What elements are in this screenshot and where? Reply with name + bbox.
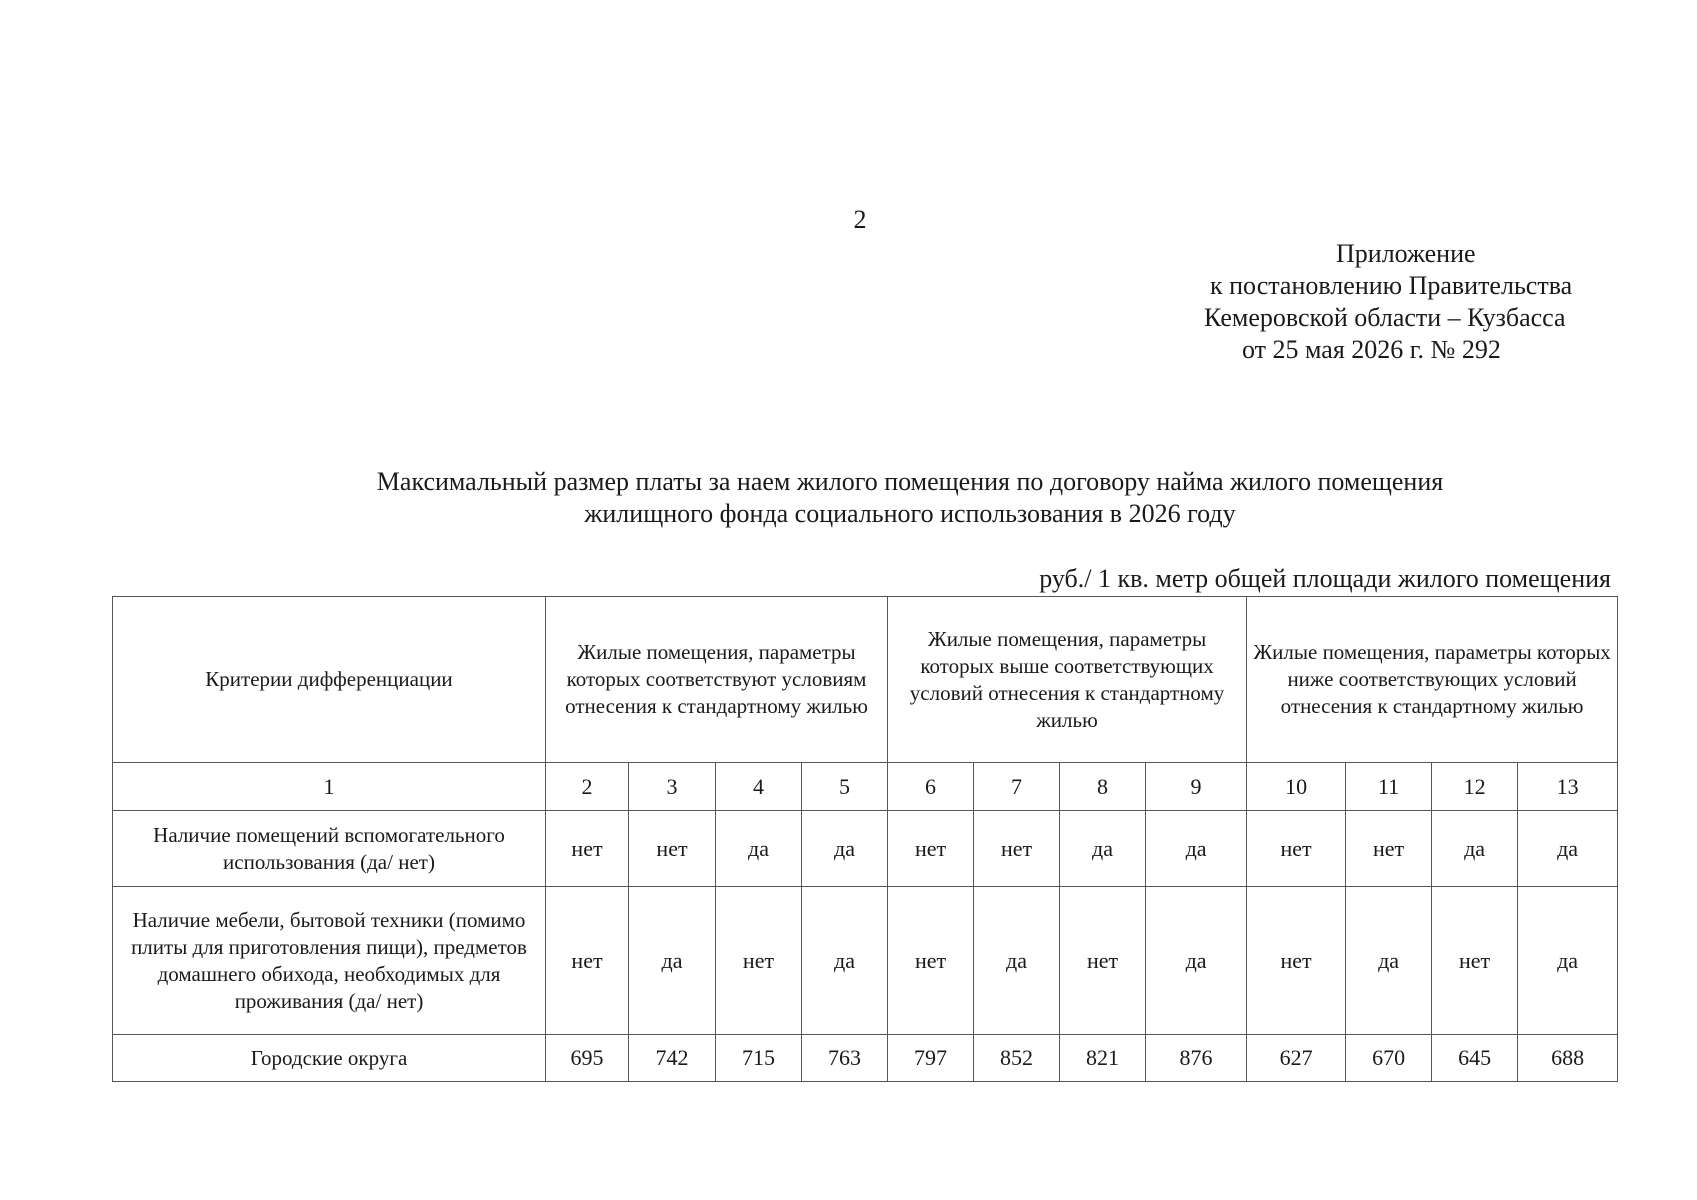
row-label-urban-districts: Городские округа — [113, 1035, 546, 1082]
appendix-line-1: Приложение — [1336, 239, 1476, 268]
unit-note: руб./ 1 кв. метр общей площади жилого помещения — [1039, 564, 1611, 593]
table-cell: 670 — [1346, 1035, 1432, 1082]
column-number: 12 — [1432, 763, 1518, 811]
title-line-2: жилищного фонда социального использования в 2026 году — [584, 499, 1236, 528]
table-cell: 742 — [629, 1035, 716, 1082]
table-cell: нет — [1432, 887, 1518, 1035]
table-cell: да — [1518, 887, 1618, 1035]
column-number: 8 — [1060, 763, 1146, 811]
column-number-row — [113, 763, 1618, 811]
table-cell: нет — [974, 811, 1060, 887]
row-label-furniture: Наличие мебели, бытовой техники (помимо плиты для приготовления пищи), предметов домашнего обихода, необходимых для проживания (да/ нет) — [113, 887, 546, 1035]
table-cell: да — [629, 887, 716, 1035]
table-cell: 688 — [1518, 1035, 1618, 1082]
table-cell: 797 — [888, 1035, 974, 1082]
table-row — [113, 811, 1618, 887]
appendix-line-2: к постановлению Правительства — [1210, 271, 1573, 300]
column-number: 9 — [1146, 763, 1247, 811]
table-row — [113, 1035, 1618, 1082]
header-group-standard: Жилые помещения, параметры которых соответствуют условиям отнесения к стандартному жилью — [546, 597, 888, 763]
table-cell: да — [974, 887, 1060, 1035]
table-cell: нет — [546, 811, 629, 887]
document-title — [280, 466, 1540, 530]
table-cell: да — [802, 811, 888, 887]
table-cell: да — [1518, 811, 1618, 887]
table-cell: нет — [888, 887, 974, 1035]
table-cell: да — [1346, 887, 1432, 1035]
column-number: 6 — [888, 763, 974, 811]
table-cell: нет — [1346, 811, 1432, 887]
table-row — [113, 887, 1618, 1035]
table-cell: нет — [629, 811, 716, 887]
header-group-above: Жилые помещения, параметры которых выше соответствующих условий отнесения к стандартному жилью — [888, 597, 1247, 763]
table-cell: да — [1146, 887, 1247, 1035]
column-number: 13 — [1518, 763, 1618, 811]
table-cell: да — [716, 811, 802, 887]
table-cell: нет — [888, 811, 974, 887]
column-number: 5 — [802, 763, 888, 811]
table-cell: нет — [1247, 811, 1346, 887]
table-cell: да — [1432, 811, 1518, 887]
appendix-block — [1170, 238, 1610, 366]
table-cell: нет — [716, 887, 802, 1035]
table-cell: нет — [546, 887, 629, 1035]
table-cell: да — [1060, 811, 1146, 887]
title-line-1: Максимальный размер платы за наем жилого помещения по договору найма жилого помещения — [376, 467, 1444, 496]
column-number: 2 — [546, 763, 629, 811]
column-number: 4 — [716, 763, 802, 811]
table-cell: 715 — [716, 1035, 802, 1082]
column-number: 1 — [113, 763, 546, 811]
table-cell: нет — [1247, 887, 1346, 1035]
table-cell: 627 — [1247, 1035, 1346, 1082]
header-row — [113, 597, 1618, 763]
column-number: 10 — [1247, 763, 1346, 811]
table-cell: 695 — [546, 1035, 629, 1082]
table-cell: да — [1146, 811, 1247, 887]
table-cell: нет — [1060, 887, 1146, 1035]
column-number: 3 — [629, 763, 716, 811]
page-number: 2 — [853, 205, 867, 234]
table-cell: да — [802, 887, 888, 1035]
rent-table — [112, 596, 1618, 1082]
column-number: 11 — [1346, 763, 1432, 811]
table-cell: 821 — [1060, 1035, 1146, 1082]
table-cell: 645 — [1432, 1035, 1518, 1082]
table-cell: 763 — [802, 1035, 888, 1082]
table-cell: 876 — [1146, 1035, 1247, 1082]
header-criteria: Критерии дифференциации — [113, 597, 546, 763]
column-number: 7 — [974, 763, 1060, 811]
table-cell: 852 — [974, 1035, 1060, 1082]
appendix-line-3: Кемеровской области – Кузбасса — [1204, 303, 1566, 332]
appendix-line-4: от 25 мая 2026 г. № 292 — [1242, 335, 1501, 364]
header-group-below: Жилые помещения, параметры которых ниже соответствующих условий отнесения к стандартному жилью — [1247, 597, 1618, 763]
row-label-auxiliary-rooms: Наличие помещений вспомогательного использования (да/ нет) — [113, 811, 546, 887]
